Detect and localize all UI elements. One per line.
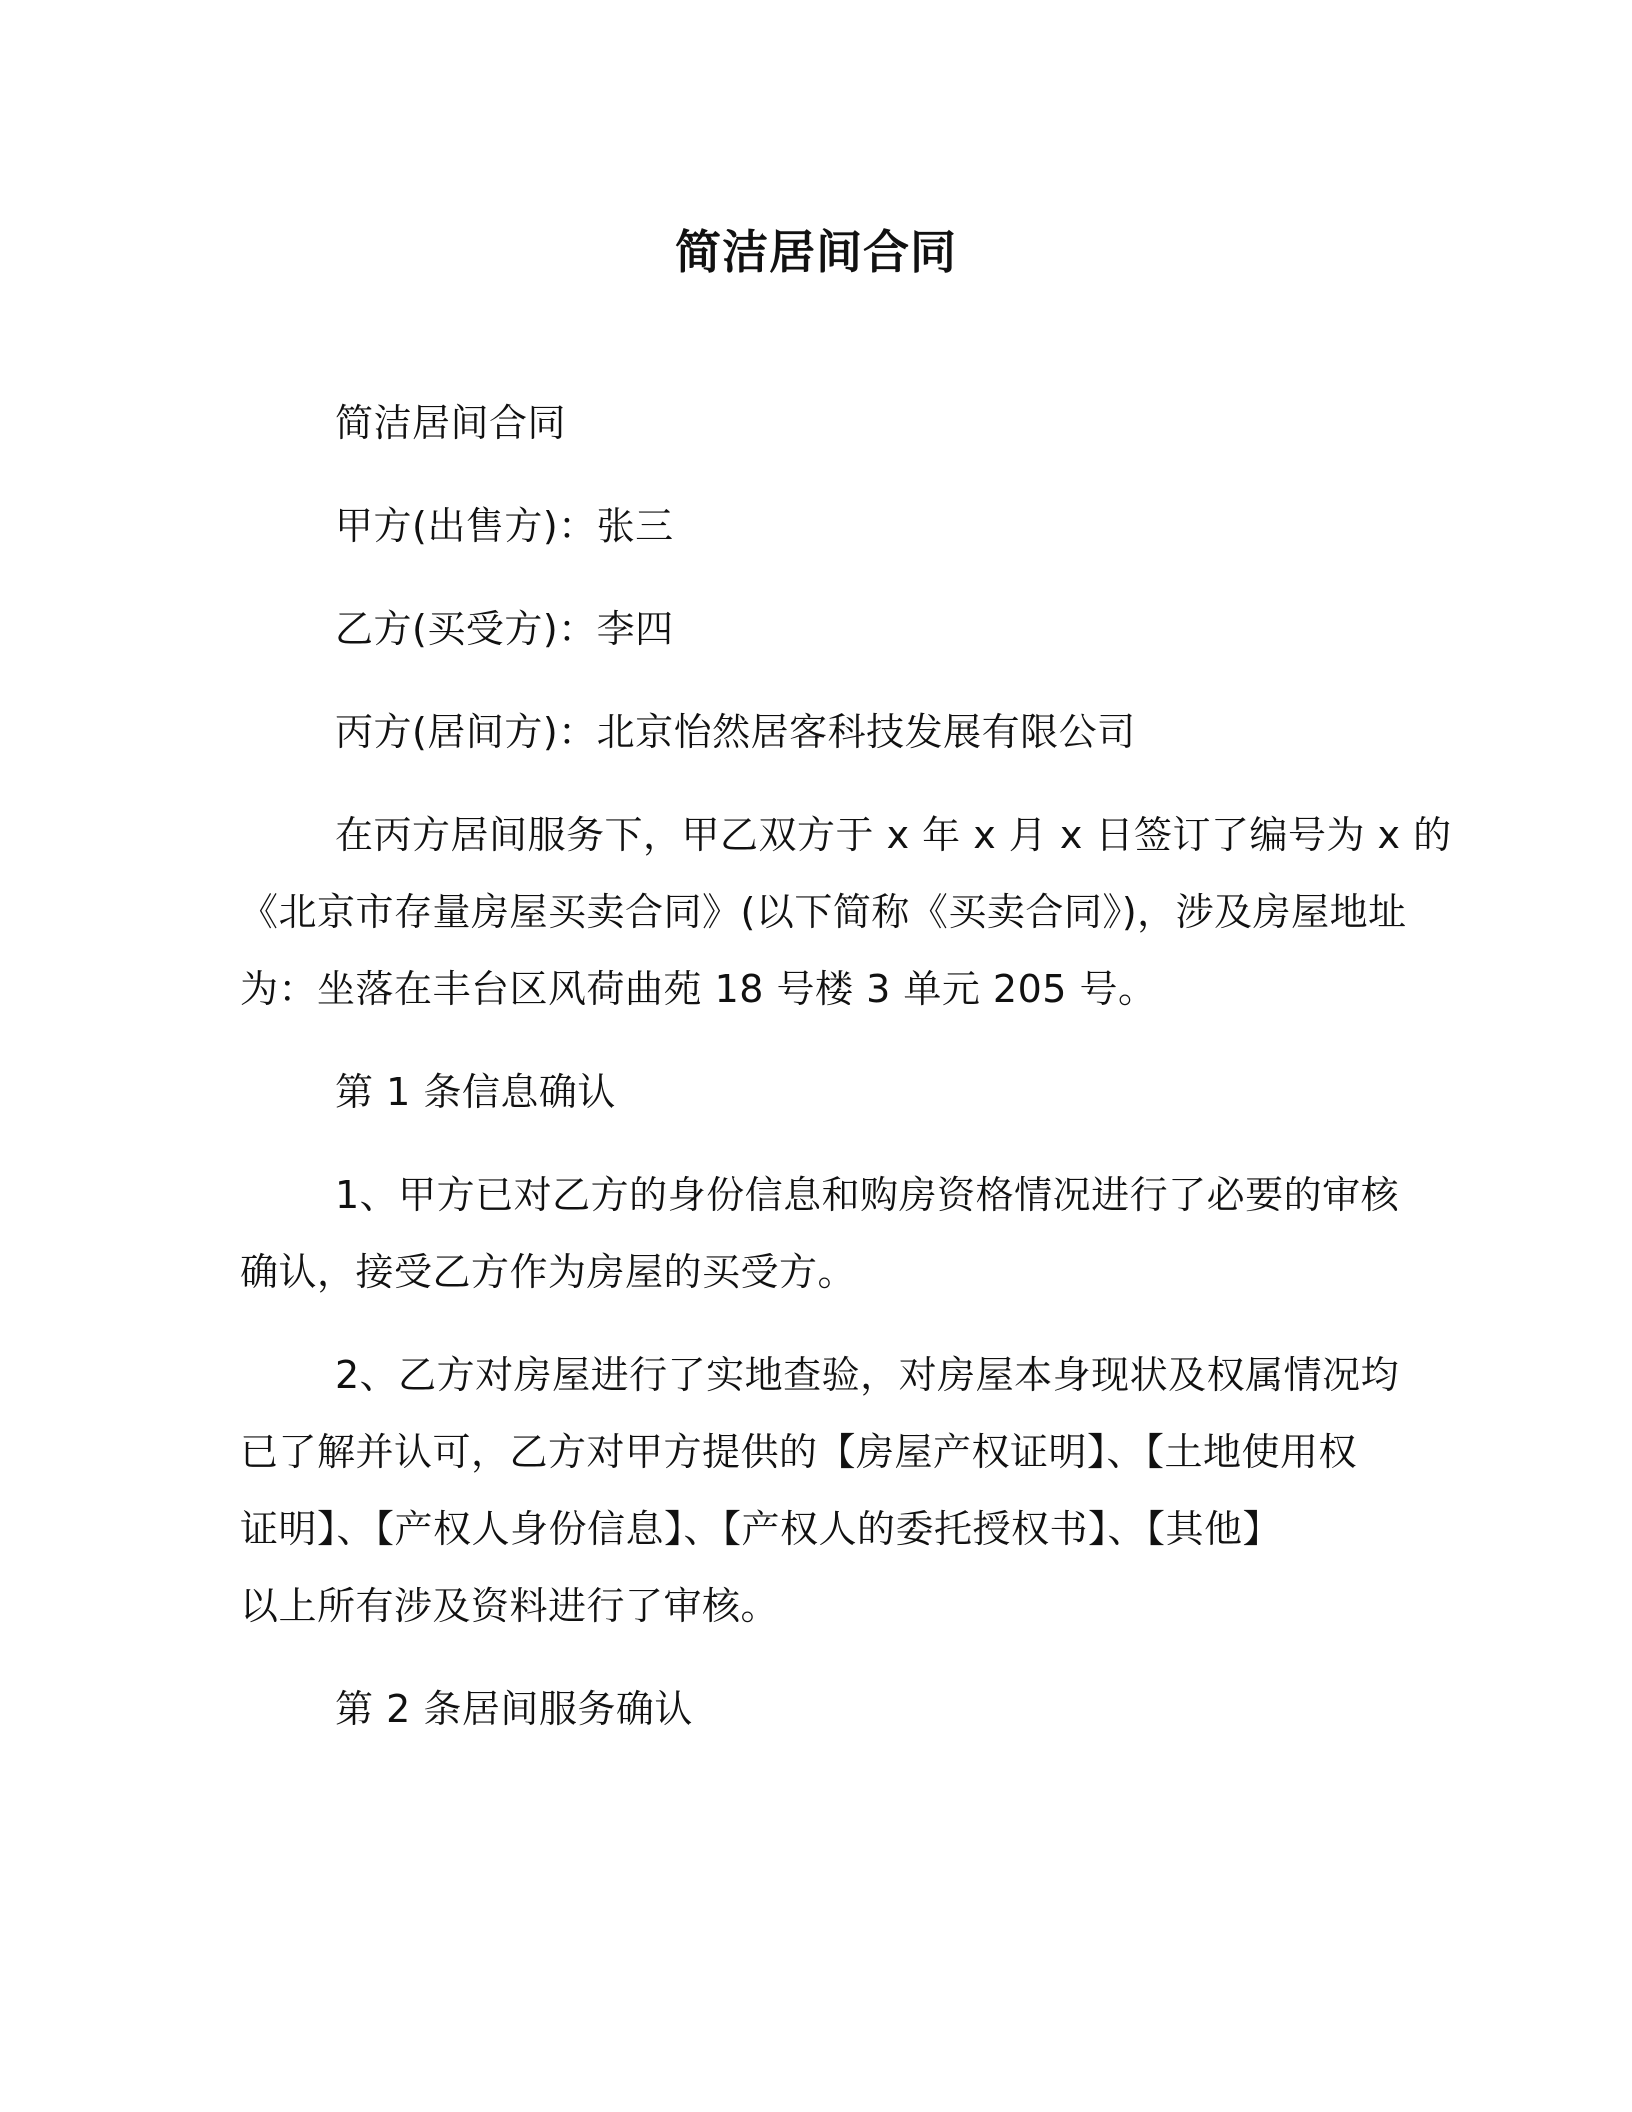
article-1-item-2-line-1: 2、乙方对房屋进行了实地查验，对房屋本身现状及权属情况均 [335,1353,1400,1397]
party-a-line: 甲方(出售方)：张三 [335,504,674,548]
party-b-line: 乙方(买受方)：李四 [335,607,674,651]
party-c-line: 丙方(居间方)：北京怡然居客科技发展有限公司 [335,710,1136,754]
preamble-line-2: 《北京市存量房屋买卖合同》(以下简称《买卖合同》)，涉及房屋地址 [240,890,1407,934]
article-2-heading: 第 2 条居间服务确认 [335,1687,693,1731]
preamble-line-3: 为：坐落在丰台区风荷曲苑 18 号楼 3 单元 205 号。 [240,967,1157,1011]
article-1-item-1-line-2: 确认，接受乙方作为房屋的买受方。 [240,1250,857,1294]
article-1-item-1-line-1: 1、甲方已对乙方的身份信息和购房资格情况进行了必要的审核 [335,1173,1400,1217]
document-subtitle: 简洁居间合同 [335,401,567,445]
preamble-line-1: 在丙方居间服务下，甲乙双方于 x 年 x 月 x 日签订了编号为 x 的 [335,813,1452,857]
article-1-item-2-line-3: 证明】、【产权人身份信息】、【产权人的委托授权书】、【其他】 [240,1507,1282,1551]
document-title: 简洁居间合同 [675,225,957,279]
article-1-item-2-line-4: 以上所有涉及资料进行了审核。 [240,1584,780,1628]
article-1-heading: 第 1 条信息确认 [335,1070,616,1114]
article-1-item-2-line-2: 已了解并认可，乙方对甲方提供的【房屋产权证明】、【土地使用权 [240,1430,1358,1474]
